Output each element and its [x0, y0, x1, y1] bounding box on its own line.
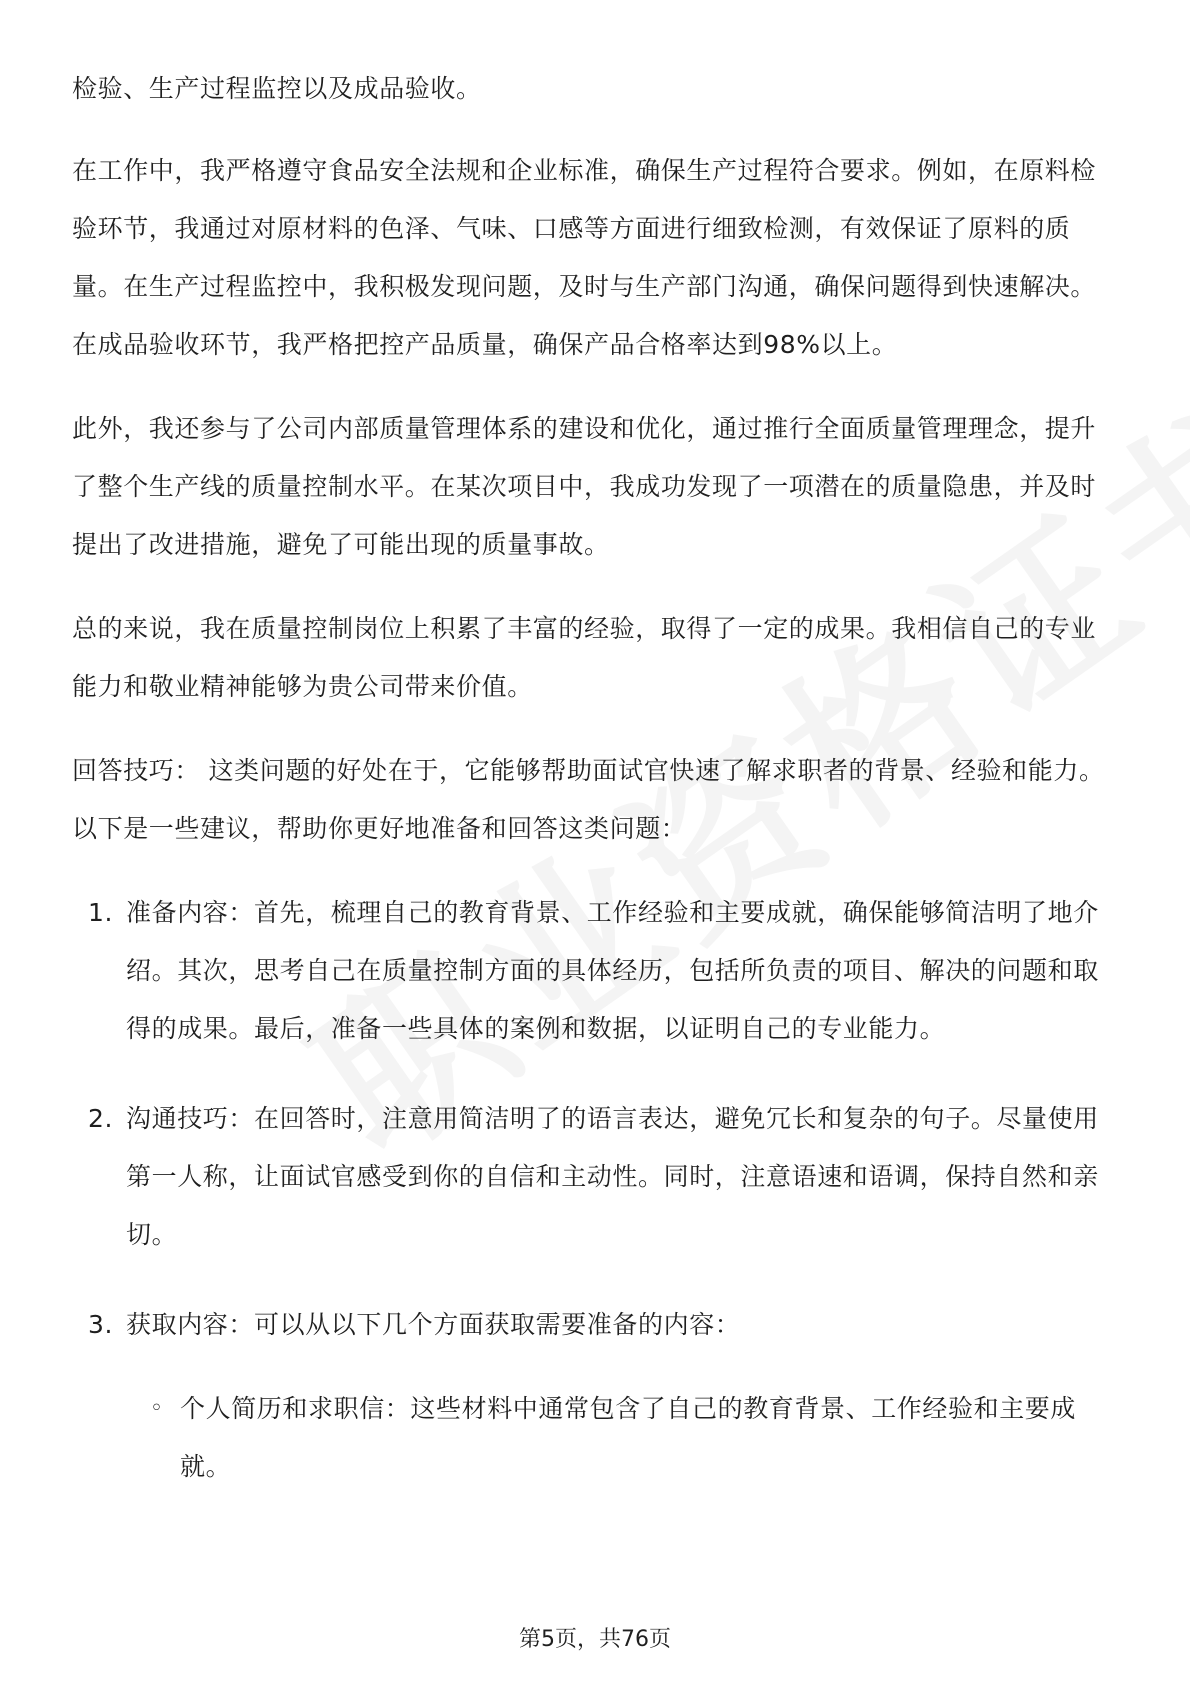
paragraph-3: 此外，我还参与了公司内部质量管理体系的建设和优化，通过推行全面质量管理理念，提升了整个生产线的质量控制水平。在某次项目中，我成功发现了一项潜在的质量隐患，并及时提出了改进措施，避免了可能出现的质量事故。 — [72, 414, 1097, 559]
sub-list-item-text: 个人简历和求职信：这些材料中通常包含了自己的教育背景、工作经验和主要成就。 — [180, 1394, 1077, 1481]
list-item — [72, 1296, 1118, 1496]
list-item — [72, 884, 1118, 1058]
paragraph-1: 检验、生产过程监控以及成品验收。 — [72, 74, 482, 103]
list-number: 2. — [88, 1104, 114, 1133]
list-item-text: 获取内容：可以从以下几个方面获取需要准备的内容： — [126, 1310, 741, 1339]
paragraph-2: 在工作中，我严格遵守食品安全法规和企业标准，确保生产过程符合要求。例如，在原料检验环节，我通过对原材料的色泽、气味、口感等方面进行细致检测，有效保证了原料的质量。在生产过程监控中，我积极发现问题，及时与生产部门沟通，确保问题得到快速解决。在成品验收环节，我严格把控产品质量，确保产品合格率达到98%以上。 — [72, 156, 1097, 359]
paragraph-4: 总的来说，我在质量控制岗位上积累了丰富的经验，取得了一定的成果。我相信自己的专业能力和敬业精神能够为贵公司带来价值。 — [72, 614, 1097, 701]
list-item-text: 沟通技巧：在回答时，注意用简洁明了的语言表达，避免冗长和复杂的句子。尽量使用第一人称，让面试官感受到你的自信和主动性。同时，注意语速和语调，保持自然和亲切。 — [126, 1104, 1099, 1249]
paragraph-answer-tips: 回答技巧： 这类问题的好处在于，它能够帮助面试官快速了解求职者的背景、经验和能力。以下是一些建议，帮助你更好地准备和回答这类问题： — [72, 756, 1105, 843]
tips-list — [72, 884, 1118, 1496]
bullet-icon: ◦ — [150, 1396, 164, 1421]
list-number: 1. — [88, 898, 114, 927]
document-body — [72, 60, 1118, 1528]
page-footer: 第5页，共76页 — [519, 1627, 671, 1652]
sub-list-item — [126, 1380, 1118, 1496]
list-number: 3. — [88, 1310, 114, 1339]
list-item — [72, 1090, 1118, 1264]
list-item-text: 准备内容：首先，梳理自己的教育背景、工作经验和主要成就，确保能够简洁明了地介绍。其次，思考自己在质量控制方面的具体经历，包括所负责的项目、解决的问题和取得的成果。最后，准备一些具体的案例和数据，以证明自己的专业能力。 — [126, 898, 1099, 1043]
sub-list — [126, 1380, 1118, 1496]
